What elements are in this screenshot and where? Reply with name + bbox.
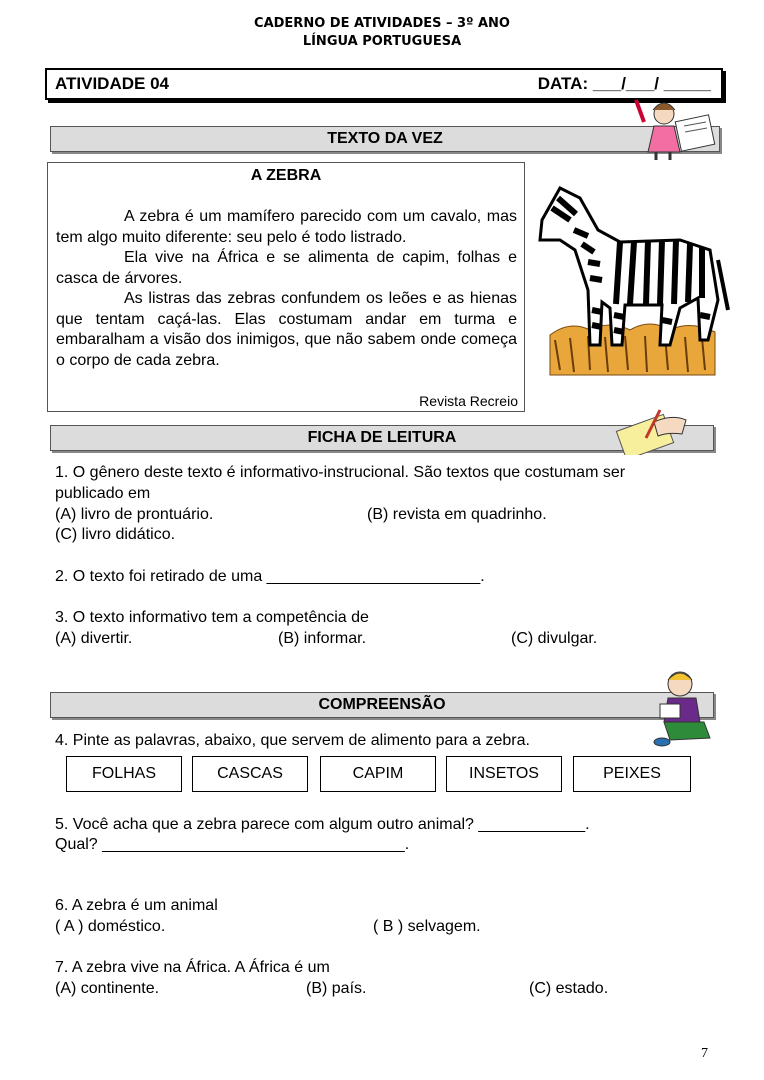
story-paragraph: Ela vive na África e se alimenta de capim, folhas e casca de árvores. [56,249,517,287]
q3-option-c[interactable]: (C) divulgar. [511,630,598,647]
q6-option-b[interactable]: ( B ) selvagem. [373,918,481,935]
writing-hand-icon [614,400,694,455]
activity-label: ATIVIDADE 04 [55,74,169,93]
header-line-1: CADERNO DE ATIVIDADES – 3º ANO [254,16,510,31]
word-box-folhas[interactable]: FOLHAS [66,756,182,792]
story-paragraph: As listras das zebras confundem os leões e as hienas que tentam caçá-las. Elas costumam andar em turma e embaralham a visão dos inimigos, que não sabem onde começa o corpo de cada zebra. [56,290,517,369]
q3-option-a[interactable]: (A) divertir. [55,630,133,647]
q7-option-b[interactable]: (B) país. [306,980,367,997]
word-box-insetos[interactable]: INSETOS [446,756,562,792]
q3-option-b[interactable]: (B) informar. [278,630,367,647]
girl-reading-icon [620,96,720,162]
q3-text: 3. O texto informativo tem a competência de [55,609,369,626]
section-texto-da-vez: TEXTO DA VEZ [50,126,720,152]
q7-text: 7. A zebra vive na África. A África é um [55,959,330,976]
section-compreensao: COMPREENSÃO [50,692,714,718]
boy-reading-icon [650,668,720,750]
q1-text-2: publicado em [55,485,151,502]
q4-text: 4. Pinte as palavras, abaixo, que servem de alimento para a zebra. [55,732,530,749]
page-number: 7 [701,1046,708,1061]
story-body [56,207,517,371]
q1-text-1: 1. O gênero deste texto é informativo-instrucional. São textos que costumam ser [55,464,626,481]
story-box [47,162,525,412]
q5-text-2: Qual? __________________________________. [55,836,410,853]
word-box-cascas[interactable]: CASCAS [192,756,308,792]
q5-text-1: 5. Você acha que a zebra parece com algum outro animal? ____________. [55,816,590,833]
q2-text: 2. O texto foi retirado de uma ________________________. [55,568,485,585]
q1-option-b[interactable]: (B) revista em quadrinho. [367,506,547,523]
story-paragraph: A zebra é um mamífero parecido com um cavalo, mas tem algo muito diferente: seu pelo é todo listrado. [56,208,517,246]
zebra-illustration [530,180,730,380]
word-box-capim[interactable]: CAPIM [320,756,436,792]
q1-option-a[interactable]: (A) livro de prontuário. [55,506,214,523]
q7-option-c[interactable]: (C) estado. [529,980,609,997]
q7-option-a[interactable]: (A) continente. [55,980,160,997]
date-field: DATA: ___/___/ _____ [537,74,711,93]
q6-text: 6. A zebra é um animal [55,897,218,914]
word-box-peixes[interactable]: PEIXES [573,756,691,792]
section-ficha-de-leitura: FICHA DE LEITURA [50,425,714,451]
q1-option-c[interactable]: (C) livro didático. [55,526,176,543]
story-source: Revista Recreio [419,393,518,409]
q6-option-a[interactable]: ( A ) doméstico. [55,918,166,935]
header-line-2: LÍNGUA PORTUGUESA [302,34,462,49]
story-title: A ZEBRA [250,167,322,184]
